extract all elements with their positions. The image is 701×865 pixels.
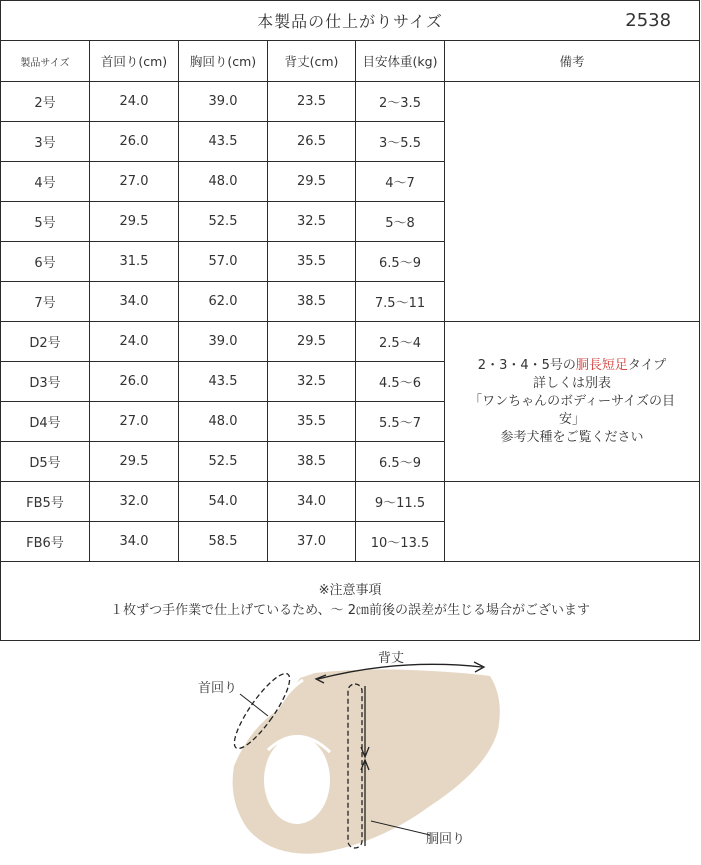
size-cell: FB6号 <box>1 522 90 562</box>
caution-body: １枚ずつ手作業で仕上げているため、～ 2㎝前後の誤差が生じる場合がございます <box>110 603 590 618</box>
neck-cell: 29.5 <box>90 202 179 242</box>
neck-cell: 29.5 <box>90 442 179 482</box>
chest-cell: 57.0 <box>179 242 268 282</box>
neck-cell: 26.0 <box>90 362 179 402</box>
table-row <box>1 322 700 362</box>
back-cell: 32.5 <box>268 362 356 402</box>
neck-cell: 24.0 <box>90 322 179 362</box>
table-header-row <box>1 41 700 82</box>
header-back: 背丈(cm) <box>268 41 356 82</box>
weight-cell: 2.5〜4 <box>356 322 445 362</box>
neck-leader-line <box>240 694 268 716</box>
back-cell: 34.0 <box>268 482 356 522</box>
header-chest: 胸回り(cm) <box>179 41 268 82</box>
chest-cell: 48.0 <box>179 402 268 442</box>
neck-cell: 27.0 <box>90 162 179 202</box>
weight-cell: 5.5〜7 <box>356 402 445 442</box>
neck-cell: 26.0 <box>90 122 179 162</box>
d-type-note-line3: 「ワンちゃんのボディーサイズの目 <box>469 393 675 409</box>
leg-hole <box>264 736 330 824</box>
neck-cell: 27.0 <box>90 402 179 442</box>
d-type-note-line1: 2・3・4・5号の胴長短足タイプ <box>477 357 667 373</box>
neck-cell: 34.0 <box>90 522 179 562</box>
chest-cell: 39.0 <box>179 322 268 362</box>
chest-cell: 48.0 <box>179 162 268 202</box>
back-cell: 38.5 <box>268 282 356 322</box>
neck-cell: 32.0 <box>90 482 179 522</box>
back-length-label: 背丈 <box>378 651 405 666</box>
header-weight: 目安体重(kg) <box>356 41 445 82</box>
header-notes: 備考 <box>445 41 700 82</box>
weight-cell: 10〜13.5 <box>356 522 445 562</box>
caution-box <box>1 562 700 641</box>
title-bar <box>1 1 700 41</box>
size-cell: FB5号 <box>1 482 90 522</box>
d-type-note-line2: 詳しくは別表 <box>533 375 612 391</box>
d-type-note-line4: 安」 <box>559 411 586 427</box>
size-cell: D4号 <box>1 402 90 442</box>
chest-cell: 54.0 <box>179 482 268 522</box>
table-row <box>1 82 700 122</box>
d-type-note-line5: 参考犬種をご覧ください <box>500 429 644 445</box>
size-cell: D5号 <box>1 442 90 482</box>
long-body-short-legs-highlight: 胴長短足 <box>575 357 628 373</box>
back-cell: 38.5 <box>268 442 356 482</box>
back-cell: 35.5 <box>268 402 356 442</box>
header-size: 製品サイズ <box>1 41 90 82</box>
weight-cell: 4〜7 <box>356 162 445 202</box>
chest-cell: 43.5 <box>179 122 268 162</box>
back-cell: 26.5 <box>268 122 356 162</box>
back-cell: 23.5 <box>268 82 356 122</box>
weight-cell: 7.5〜11 <box>356 282 445 322</box>
neck-label: 首回り <box>198 681 238 696</box>
back-cell: 37.0 <box>268 522 356 562</box>
back-cell: 29.5 <box>268 162 356 202</box>
chest-label: 胴回り <box>426 832 466 847</box>
caution-heading: ※注意事項 <box>318 583 382 598</box>
weight-cell: 2〜3.5 <box>356 82 445 122</box>
weight-cell: 9〜11.5 <box>356 482 445 522</box>
weight-cell: 3〜5.5 <box>356 122 445 162</box>
chest-cell: 62.0 <box>179 282 268 322</box>
weight-cell: 6.5〜9 <box>356 442 445 482</box>
size-cell: 7号 <box>1 282 90 322</box>
weight-cell: 4.5〜6 <box>356 362 445 402</box>
notes-cell-standard <box>445 82 700 322</box>
size-cell: D3号 <box>1 362 90 402</box>
size-cell: 2号 <box>1 82 90 122</box>
measurement-diagram <box>0 638 701 865</box>
table-row <box>1 482 700 522</box>
back-cell: 32.5 <box>268 202 356 242</box>
chest-cell: 58.5 <box>179 522 268 562</box>
product-code: 2538 <box>625 10 672 31</box>
neck-cell: 31.5 <box>90 242 179 282</box>
notes-cell-fb-type <box>445 482 700 562</box>
back-cell: 35.5 <box>268 242 356 282</box>
back-cell: 29.5 <box>268 322 356 362</box>
page-title: 本製品の仕上がりサイズ <box>257 12 443 31</box>
size-cell: 5号 <box>1 202 90 242</box>
notes-cell-d-type <box>445 322 700 482</box>
weight-cell: 5〜8 <box>356 202 445 242</box>
size-cell: D2号 <box>1 322 90 362</box>
chest-cell: 52.5 <box>179 442 268 482</box>
neck-cell: 34.0 <box>90 282 179 322</box>
chest-cell: 39.0 <box>179 82 268 122</box>
chest-cell: 52.5 <box>179 202 268 242</box>
header-neck: 首回り(cm) <box>90 41 179 82</box>
weight-cell: 6.5〜9 <box>356 242 445 282</box>
size-cell: 3号 <box>1 122 90 162</box>
neck-cell: 24.0 <box>90 82 179 122</box>
size-cell: 4号 <box>1 162 90 202</box>
size-cell: 6号 <box>1 242 90 282</box>
chest-cell: 43.5 <box>179 362 268 402</box>
